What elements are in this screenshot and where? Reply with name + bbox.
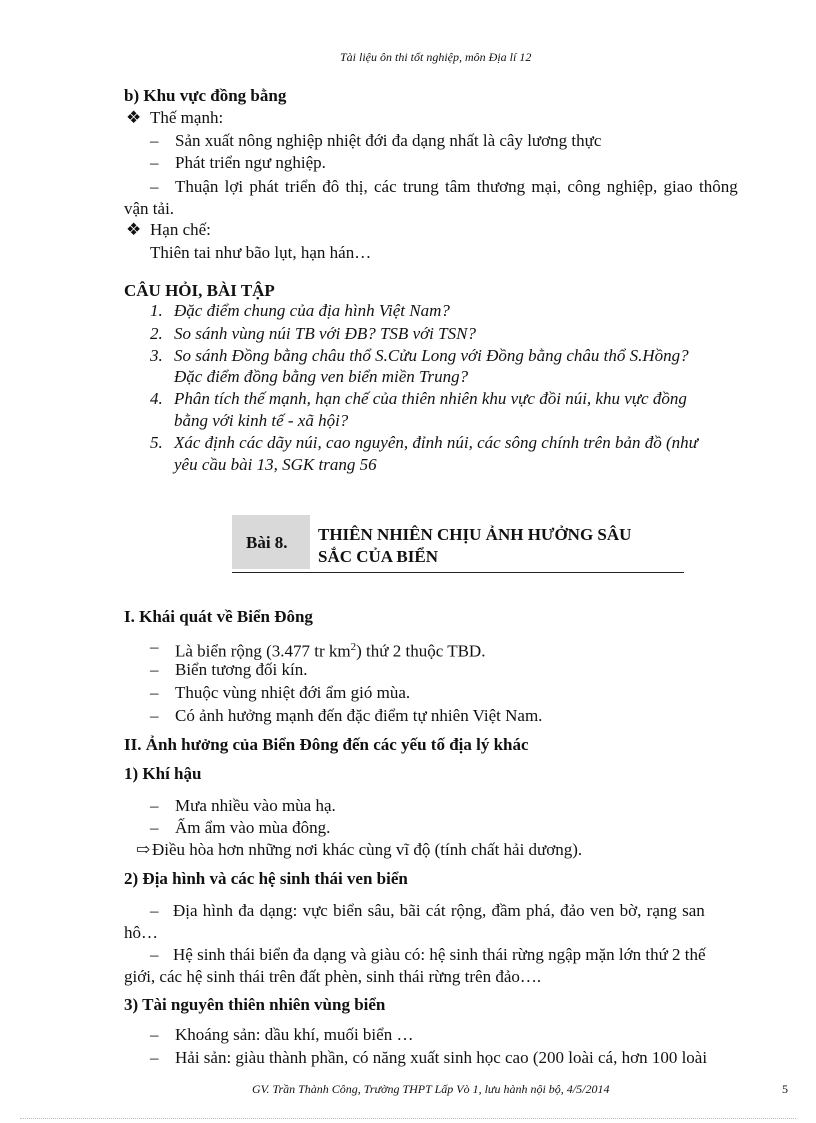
question-text-continuation: Đặc điểm đồng bằng ven biển miền Trung? (174, 367, 469, 386)
list-item: Ấm ẩm vào mùa đông. (175, 818, 331, 837)
lesson-title-line2: SẮC CỦA BIỂN (318, 547, 438, 566)
list-item: Thuận lợi phát triển đô thị, các trung tâm thương mại, công nghiệp, giao thông (175, 177, 738, 196)
question-text-continuation: yêu cầu bài 13, SGK trang 56 (174, 455, 377, 474)
subsection-heading: 1) Khí hậu (124, 764, 202, 783)
dash-icon: – (150, 637, 159, 656)
part-heading: II. Ảnh hưởng của Biển Đông đến các yếu tố địa lý khác (124, 735, 529, 754)
paragraph-line: giới, các hệ sinh thái trên đất phèn, sinh thái rừng trên đảo…. (124, 967, 542, 986)
subsection-heading: 3) Tài nguyên thiên nhiên vùng biển (124, 995, 386, 1014)
page-edge-divider (20, 1118, 796, 1119)
diamond-bullet-icon: ❖ (126, 220, 142, 239)
arrow-icon: ⇨ (136, 840, 151, 859)
dash-icon: – (150, 706, 159, 725)
question-text: So sánh vùng núi TB với ĐB? TSB với TSN? (174, 324, 476, 343)
question-number: 5. (150, 433, 163, 452)
lesson-underline (232, 572, 684, 573)
part-heading: I. Khái quát về Biển Đông (124, 607, 313, 626)
question-number: 4. (150, 389, 163, 408)
dash-icon: – (150, 660, 159, 679)
lesson-title-line1: THIÊN NHIÊN CHỊU ẢNH HƯỞNG SÂU (318, 525, 632, 544)
question-number: 2. (150, 324, 163, 343)
weaknesses-label: Hạn chế: (150, 220, 211, 239)
dash-icon: – (150, 683, 159, 702)
page-header: Tài liệu ôn thi tốt nghiệp, môn Địa lí 12 (340, 50, 532, 64)
list-item-continuation: vận tải. (124, 199, 175, 218)
list-item: Là biển rộng (3.477 tr $km^2$) thứ 2 thuộc TBD. (175, 641, 486, 661)
question-text: Đặc điểm chung của địa hình Việt Nam? (174, 301, 450, 320)
paragraph-line: hô… (124, 923, 158, 942)
dash-icon: – (150, 153, 159, 172)
list-item: Phát triển ngư nghiệp. (175, 153, 326, 172)
page-footer: GV. Trần Thành Công, Trường THPT Lấp Vò 1, lưu hành nội bộ, 4/5/2014 (252, 1082, 610, 1096)
question-number: 1. (150, 301, 163, 320)
subsection-heading: 2) Địa hình và các hệ sinh thái ven biển (124, 869, 408, 888)
question-text: So sánh Đồng bằng châu thổ S.Cửu Long với Đồng bằng châu thổ S.Hồng? (174, 346, 689, 365)
list-item: Biển tương đối kín. (175, 660, 308, 679)
page-number: 5 (782, 1082, 788, 1096)
dash-icon: – (150, 945, 159, 964)
question-text: Xác định các dãy núi, cao nguyên, đỉnh núi, các sông chính trên bản đồ (như (174, 433, 698, 452)
list-item: Thuộc vùng nhiệt đới ẩm gió mùa. (175, 683, 411, 702)
list-item: Khoáng sản: dầu khí, muối biển … (175, 1025, 414, 1044)
dash-icon: – (150, 901, 159, 920)
question-text: Phân tích thế mạnh, hạn chế của thiên nhiên khu vực đồi núi, khu vực đồng (174, 389, 687, 408)
dash-icon: – (150, 796, 159, 815)
question-number: 3. (150, 346, 163, 365)
conclusion-text: Điều hòa hơn những nơi khác cùng vĩ độ (tính chất hải dương). (152, 840, 583, 859)
dash-icon: – (150, 177, 159, 196)
question-text-continuation: bằng với kinh tế - xã hội? (174, 411, 349, 430)
list-item: Có ảnh hưởng mạnh đến đặc điểm tự nhiên Việt Nam. (175, 706, 543, 725)
list-item: Hải sản: giàu thành phần, có năng xuất sinh học cao (200 loài cá, hơn 100 loài (175, 1048, 708, 1067)
dash-icon: – (150, 131, 159, 150)
dash-icon: – (150, 1025, 159, 1044)
list-item: Sản xuất nông nghiệp nhiệt đới đa dạng nhất là cây lương thực (175, 131, 602, 150)
strengths-label: Thế mạnh: (150, 108, 224, 127)
dash-icon: – (150, 1048, 159, 1067)
diamond-bullet-icon: ❖ (126, 108, 142, 127)
lesson-label: Bài 8. (246, 533, 288, 552)
paragraph-line: Địa hình đa dạng: vực biển sâu, bãi cát rộng, đầm phá, đảo ven bờ, rạng san (173, 901, 705, 920)
questions-heading: CÂU HỎI, BÀI TẬP (124, 281, 275, 300)
list-item: Mưa nhiều vào mùa hạ. (175, 796, 336, 815)
section-heading: b) Khu vực đồng bằng (124, 86, 287, 105)
dash-icon: – (150, 818, 159, 837)
paragraph-line: Hệ sinh thái biển đa dạng và giàu có: hệ sinh thái rừng ngập mặn lớn thứ 2 thế (173, 945, 706, 964)
weaknesses-text: Thiên tai như bão lụt, hạn hán… (150, 243, 372, 262)
